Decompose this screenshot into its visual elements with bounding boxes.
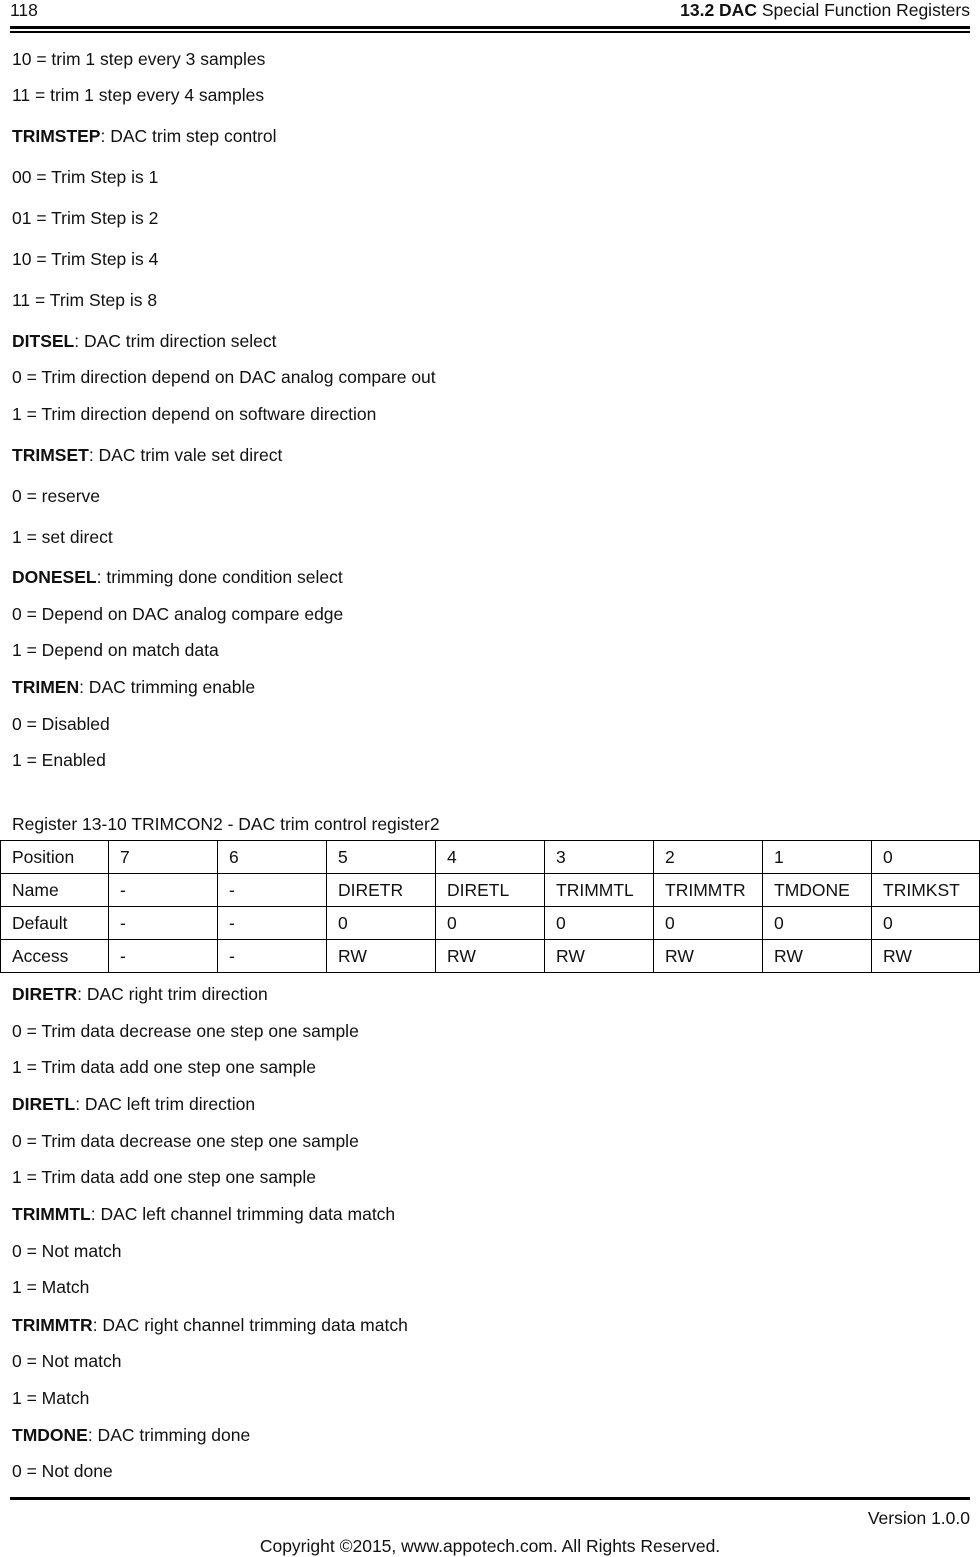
table-row-default — [1, 907, 980, 940]
table-cell: 4 — [436, 841, 545, 874]
text-line: 1 = Match — [12, 1277, 90, 1297]
table-cell: 2 — [654, 841, 763, 874]
section-title-bold: 13.2 DAC — [680, 0, 757, 20]
table-cell: Access — [1, 940, 109, 973]
field-heading-trimmtl: TRIMMTL: DAC left channel trimming data match — [12, 1204, 396, 1224]
table-cell: RW — [327, 940, 436, 973]
text-line: 1 = Trim data add one step one sample — [12, 1057, 317, 1077]
text-line: 1 = Trim data add one step one sample — [12, 1167, 317, 1187]
text-line: 11 = trim 1 step every 4 samples — [12, 85, 265, 105]
field-heading-trimen: TRIMEN: DAC trimming enable — [12, 677, 256, 697]
text-line: 0 = reserve — [12, 486, 101, 506]
text-line: 0 = Trim direction depend on DAC analog compare out — [12, 367, 436, 387]
text-line: 0 = Not match — [12, 1241, 122, 1261]
table-cell: DIRETL — [436, 874, 545, 907]
field-heading-trimset: TRIMSET: DAC trim vale set direct — [12, 445, 283, 465]
field-heading-trimstep: TRIMSTEP: DAC trim step control — [12, 126, 277, 146]
header-rule-thick — [10, 26, 970, 29]
page-number: 118 — [10, 0, 38, 20]
table-cell: Default — [1, 907, 109, 940]
table-cell: RW — [436, 940, 545, 973]
field-heading-donesel: DONESEL: trimming done condition select — [12, 567, 343, 587]
footer-rule — [10, 1497, 970, 1500]
table-cell: - — [218, 874, 327, 907]
header-rule-thin — [10, 31, 970, 33]
table-cell: 0 — [436, 907, 545, 940]
table-cell: TRIMMTL — [545, 874, 654, 907]
table-cell: - — [218, 907, 327, 940]
table-cell: TRIMMTR — [654, 874, 763, 907]
table-row-access — [1, 940, 980, 973]
table-cell: 1 — [763, 841, 872, 874]
table-cell: DIRETR — [327, 874, 436, 907]
table-cell: - — [109, 907, 218, 940]
table-cell: 0 — [545, 907, 654, 940]
copyright-notice: Copyright ©2015, www.appotech.com. All Rights Reserved. — [259, 1536, 721, 1556]
page-header — [10, 0, 970, 22]
table-cell: RW — [872, 940, 980, 973]
table-cell: Name — [1, 874, 109, 907]
text-line: 0 = Depend on DAC analog compare edge — [12, 604, 344, 624]
text-line: 10 = trim 1 step every 3 samples — [12, 49, 266, 69]
version-label: Version 1.0.0 — [867, 1508, 970, 1528]
field-heading-tmdone: TMDONE: DAC trimming done — [12, 1425, 251, 1445]
table-row-position — [1, 841, 980, 874]
text-line: 1 = Match — [12, 1388, 90, 1408]
text-line: 1 = Trim direction depend on software direction — [12, 404, 377, 424]
table-cell: 0 — [763, 907, 872, 940]
table-cell: 0 — [654, 907, 763, 940]
text-line: 00 = Trim Step is 1 — [12, 167, 159, 187]
table-cell: - — [218, 940, 327, 973]
table-cell: RW — [545, 940, 654, 973]
field-heading-diretl: DIRETL: DAC left trim direction — [12, 1094, 256, 1114]
text-line: 0 = Not match — [12, 1351, 122, 1371]
text-line: 0 = Disabled — [12, 714, 110, 734]
text-line: 1 = Enabled — [12, 750, 106, 770]
table-cell: TRIMKST — [872, 874, 980, 907]
table-cell: RW — [654, 940, 763, 973]
text-line: 10 = Trim Step is 4 — [12, 249, 159, 269]
field-heading-ditsel: DITSEL: DAC trim direction select — [12, 331, 277, 351]
table-cell: 6 — [218, 841, 327, 874]
register-table — [0, 840, 980, 973]
table-cell: 0 — [327, 907, 436, 940]
table-cell: Position — [1, 841, 109, 874]
text-line: 01 = Trim Step is 2 — [12, 208, 159, 228]
section-title-rest: Special Function Registers — [756, 0, 970, 20]
register-caption: Register 13-10 TRIMCON2 - DAC trim control register2 — [12, 814, 440, 834]
text-line: 0 = Trim data decrease one step one sample — [12, 1131, 359, 1151]
text-line: 0 = Trim data decrease one step one sample — [12, 1021, 359, 1041]
table-cell: 3 — [545, 841, 654, 874]
table-cell: 0 — [872, 907, 980, 940]
text-line: 1 = set direct — [12, 527, 113, 547]
table-cell: 5 — [327, 841, 436, 874]
field-heading-trimmtr: TRIMMTR: DAC right channel trimming data match — [12, 1315, 408, 1335]
table-cell: - — [109, 940, 218, 973]
field-heading-diretr: DIRETR: DAC right trim direction — [12, 984, 268, 1004]
table-row-name — [1, 874, 980, 907]
text-line: 0 = Not done — [12, 1461, 113, 1481]
text-line: 11 = Trim Step is 8 — [12, 290, 158, 310]
text-line: 1 = Depend on match data — [12, 640, 219, 660]
table-cell: RW — [763, 940, 872, 973]
table-cell: TMDONE — [763, 874, 872, 907]
section-title — [680, 0, 970, 21]
table-cell: 7 — [109, 841, 218, 874]
table-cell: 0 — [872, 841, 980, 874]
table-cell: - — [109, 874, 218, 907]
